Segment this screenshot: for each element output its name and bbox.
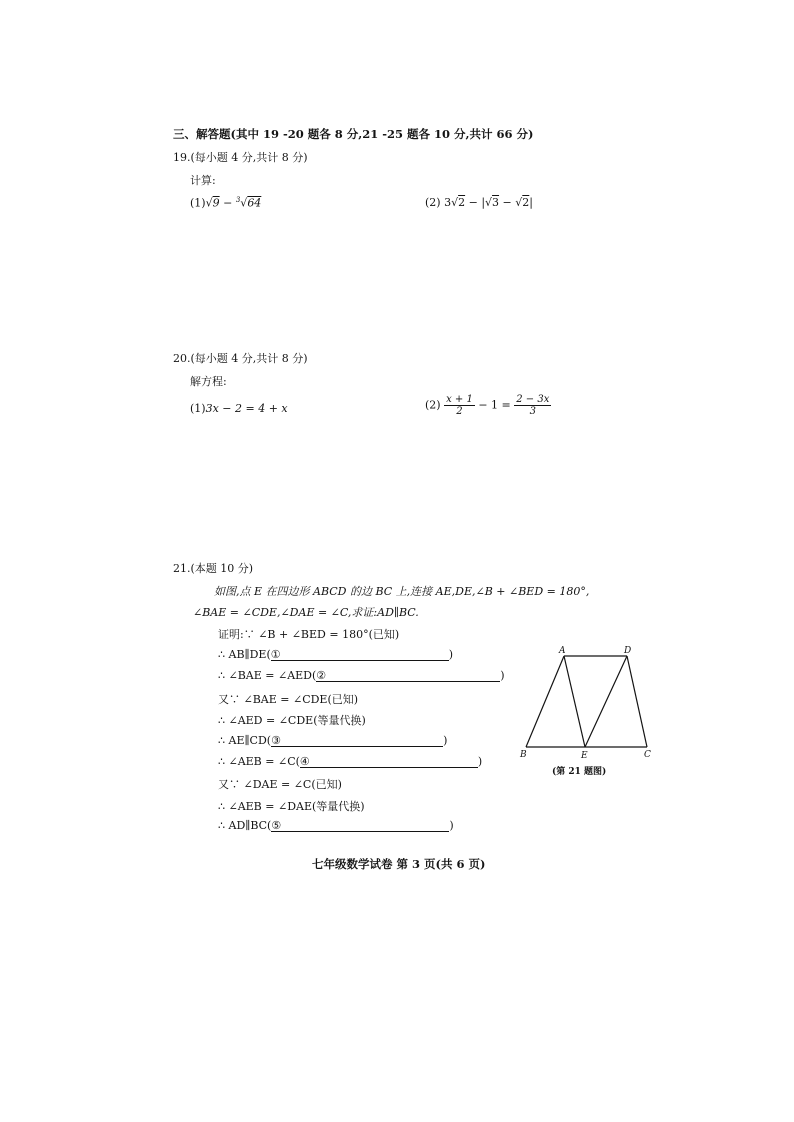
section-title: 三、解答题(其中 19 -20 题各 8 分,21 -25 题各 10 分,共计 66 分): [173, 127, 534, 141]
answer-blank-2[interactable]: [316, 669, 500, 682]
blank-mark: ④: [299, 755, 310, 768]
sqrt-symbol-icon: √: [485, 196, 493, 209]
answer-blank-5[interactable]: [271, 819, 449, 832]
q19-p2-rad2: 3: [492, 196, 500, 209]
q19-score: (每小题 4 分,共计 8 分): [190, 151, 308, 164]
q20-p2-mid: − 1 =: [474, 398, 515, 412]
sqrt-symbol-icon: √: [515, 196, 523, 209]
q20-score: (每小题 4 分,共计 8 分): [190, 352, 308, 365]
close-paren: ): [443, 734, 448, 747]
proof-line: ∴ ∠AED = ∠CDE(等量代换): [218, 714, 366, 727]
proof-line-text: ∴ ∠AEB = ∠C(: [218, 755, 300, 768]
point-label-a: A: [559, 646, 566, 656]
q20-p2-num2: 2 − 3x: [516, 394, 550, 405]
close-paren: ): [449, 819, 454, 832]
close-paren: ): [448, 648, 454, 661]
proof-line: 又∵ ∠DAE = ∠C(已知): [218, 778, 342, 791]
q20-p2-label: (2): [425, 398, 445, 412]
point-label-e: E: [581, 751, 588, 761]
proof-line: [218, 669, 505, 682]
answer-blank-1[interactable]: [271, 648, 449, 661]
q21-score: (本题 10 分): [190, 562, 254, 575]
q19-instruction: 计算:: [190, 174, 216, 187]
q20-p2-den2: 3: [529, 406, 536, 417]
blank-mark: ⑤: [271, 819, 282, 832]
blank-mark: ②: [316, 669, 327, 682]
segment-ab: [526, 656, 564, 747]
segment-ae: [564, 656, 585, 747]
answer-blank-4[interactable]: [300, 755, 478, 768]
proof-line: [218, 819, 454, 832]
proof-line: [218, 755, 482, 768]
proof-line: ∴ ∠AEB = ∠DAE(等量代换): [218, 800, 365, 813]
proof-line-text: ∴ AE∥CD(: [218, 734, 272, 747]
q19-p2-coef: 3: [444, 196, 452, 209]
blank-mark: ③: [271, 734, 281, 747]
q19-part2: [425, 196, 533, 209]
close-paren: ): [500, 669, 505, 682]
figure-caption: (第 21 题图): [552, 767, 607, 777]
proof-line: 又∵ ∠BAE = ∠CDE(已知): [218, 693, 359, 706]
q19-p1-radicand2: 64: [247, 196, 262, 210]
abs-bar-icon: |: [481, 196, 486, 209]
sqrt-symbol-icon: √: [205, 196, 213, 210]
blank-mark: ①: [270, 648, 281, 661]
q19-header: [173, 149, 308, 165]
answer-blank-3[interactable]: [271, 734, 443, 747]
q20-part1: [190, 402, 288, 415]
proof-line-text: ∴ AB∥DE(: [218, 648, 271, 661]
q19-p2-label: (2): [425, 196, 445, 209]
sqrt-symbol-icon: √: [451, 196, 459, 209]
q19-p2-minus2: −: [499, 196, 516, 209]
q19-p1-minus: −: [219, 196, 236, 210]
q21-statement-line1: 如图,点 E 在四边形 ABCD 的边 BC 上,连接 AE,DE,∠B + ∠BED = 180°,: [214, 585, 590, 598]
q19-p2-rad1: 2: [458, 196, 466, 209]
segment-de: [585, 656, 627, 747]
proof-line-text: ∴ AD∥BC(: [218, 819, 272, 832]
point-label-c: C: [644, 750, 651, 760]
proof-line: 证明:∵ ∠B + ∠BED = 180°(已知): [218, 628, 400, 641]
q20-p2-fraction1: [444, 394, 475, 417]
q19-p2-minus: −: [465, 196, 482, 209]
q20-p2-fraction2: [514, 394, 551, 417]
proof-line: [218, 734, 447, 747]
q20-p1-label: (1): [190, 402, 206, 415]
point-label-d: D: [624, 646, 632, 656]
q19-p1-label: (1): [190, 196, 206, 210]
q20-p2-den1: 2: [456, 406, 463, 417]
close-paren: ): [477, 755, 483, 768]
q20-instruction: 解方程:: [190, 375, 227, 388]
q19-p1-radicand1: 9: [212, 196, 220, 210]
q21-figure: [510, 640, 670, 780]
q21-number: 21.: [173, 562, 191, 575]
segment-dc: [627, 656, 647, 747]
point-label-b: B: [520, 750, 527, 760]
proof-line-text: ∴ ∠BAE = ∠AED(: [218, 669, 317, 682]
q20-header: [173, 350, 308, 366]
q20-number: 20.: [173, 352, 191, 365]
proof-line: [218, 648, 453, 661]
q20-p2-num1: x + 1: [446, 394, 473, 405]
q19-p1-index: 3: [235, 196, 241, 204]
q19-number: 19.: [173, 151, 191, 164]
q21-statement-line2: ∠BAE = ∠CDE,∠DAE = ∠C,求证:AD∥BC.: [193, 606, 419, 619]
abs-bar-icon: |: [529, 196, 533, 209]
q19-part1: [190, 196, 261, 210]
q21-header: [173, 560, 253, 576]
sqrt-symbol-icon: √: [240, 196, 248, 210]
q20-p1-equation: 3x − 2 = 4 + x: [205, 402, 288, 415]
q20-part2: [425, 394, 551, 417]
q19-p2-rad3: 2: [522, 196, 530, 209]
page-footer: 七年级数学试卷 第 3 页(共 6 页): [312, 857, 486, 871]
